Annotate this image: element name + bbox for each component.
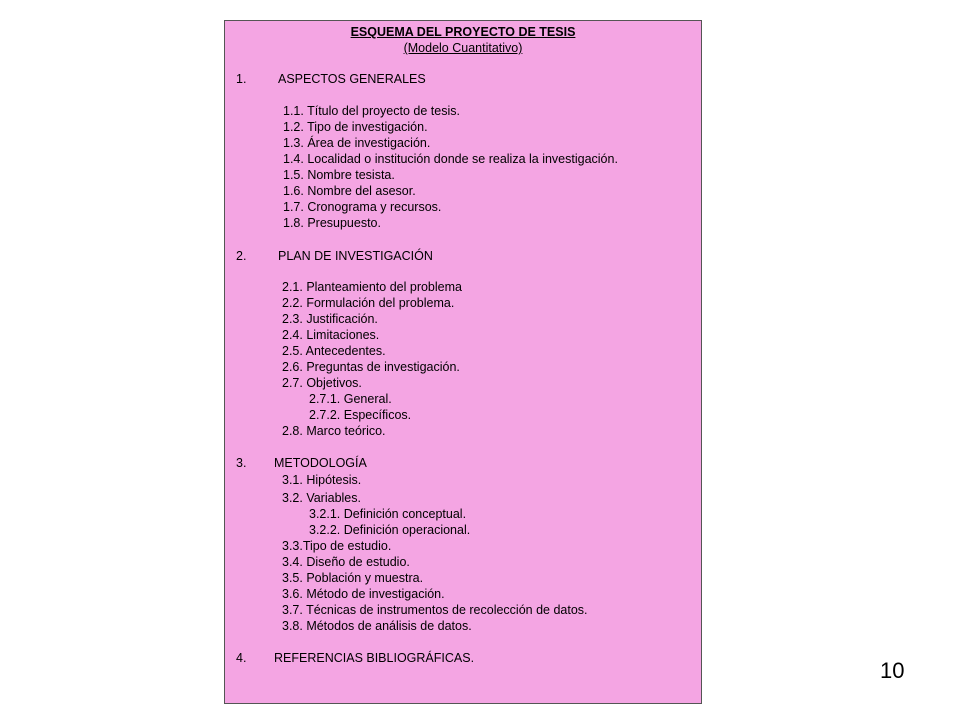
list-item: 3.1. Hipótesis.	[282, 473, 362, 487]
document-title: ESQUEMA DEL PROYECTO DE TESIS	[350, 25, 576, 39]
section-2-number: 2.	[236, 249, 247, 263]
list-item: 2.8. Marco teórico.	[282, 424, 386, 438]
list-item: 2.3. Justificación.	[282, 312, 378, 326]
section-4-number: 4.	[236, 651, 247, 665]
list-item: 1.3. Área de investigación.	[283, 136, 431, 150]
list-item: 1.7. Cronograma y recursos.	[283, 200, 442, 214]
list-item: 3.6. Método de investigación.	[282, 587, 445, 601]
section-4-heading: REFERENCIAS BIBLIOGRÁFICAS.	[274, 651, 475, 665]
list-item: 1.5. Nombre tesista.	[283, 168, 395, 182]
list-item: 3.2. Variables.	[282, 491, 361, 505]
list-item: 3.8. Métodos de análisis de datos.	[282, 619, 472, 633]
list-item: 2.4. Limitaciones.	[282, 328, 380, 342]
list-item: 2.7. Objetivos.	[282, 376, 362, 390]
list-subitem: 3.2.2. Definición operacional.	[309, 523, 471, 537]
section-3-number: 3.	[236, 456, 247, 470]
section-2-heading: PLAN DE INVESTIGACIÓN	[278, 249, 433, 263]
page-number: 10	[880, 658, 905, 683]
section-1-number: 1.	[236, 72, 247, 86]
list-subitem: 3.2.1. Definición conceptual.	[309, 507, 467, 521]
list-item: 2.1. Planteamiento del problema	[282, 280, 462, 294]
list-item: 1.1. Título del proyecto de tesis.	[283, 104, 460, 118]
list-item: 2.6. Preguntas de investigación.	[282, 360, 460, 374]
list-item: 1.8. Presupuesto.	[283, 216, 381, 230]
list-subitem: 2.7.1. General.	[309, 392, 392, 406]
list-item: 3.4. Diseño de estudio.	[282, 555, 410, 569]
list-item: 1.4. Localidad o institución donde se realiza la investigación.	[283, 152, 618, 166]
list-item: 3.5. Población y muestra.	[282, 571, 424, 585]
outline-box	[224, 20, 702, 704]
section-1-heading: ASPECTOS GENERALES	[278, 72, 426, 86]
list-item: 2.5. Antecedentes.	[282, 344, 386, 358]
list-item: 1.2. Tipo de investigación.	[283, 120, 428, 134]
list-item: 2.2. Formulación del problema.	[282, 296, 455, 310]
list-subitem: 2.7.2. Específicos.	[309, 408, 412, 422]
list-item: 3.7. Técnicas de instrumentos de recolección de datos.	[282, 603, 588, 617]
section-3-heading: METODOLOGÍA	[274, 456, 367, 470]
list-item: 3.3.Tipo de estudio.	[282, 539, 392, 553]
document-subtitle: (Modelo Cuantitativo)	[403, 41, 523, 55]
list-item: 1.6. Nombre del asesor.	[283, 184, 416, 198]
